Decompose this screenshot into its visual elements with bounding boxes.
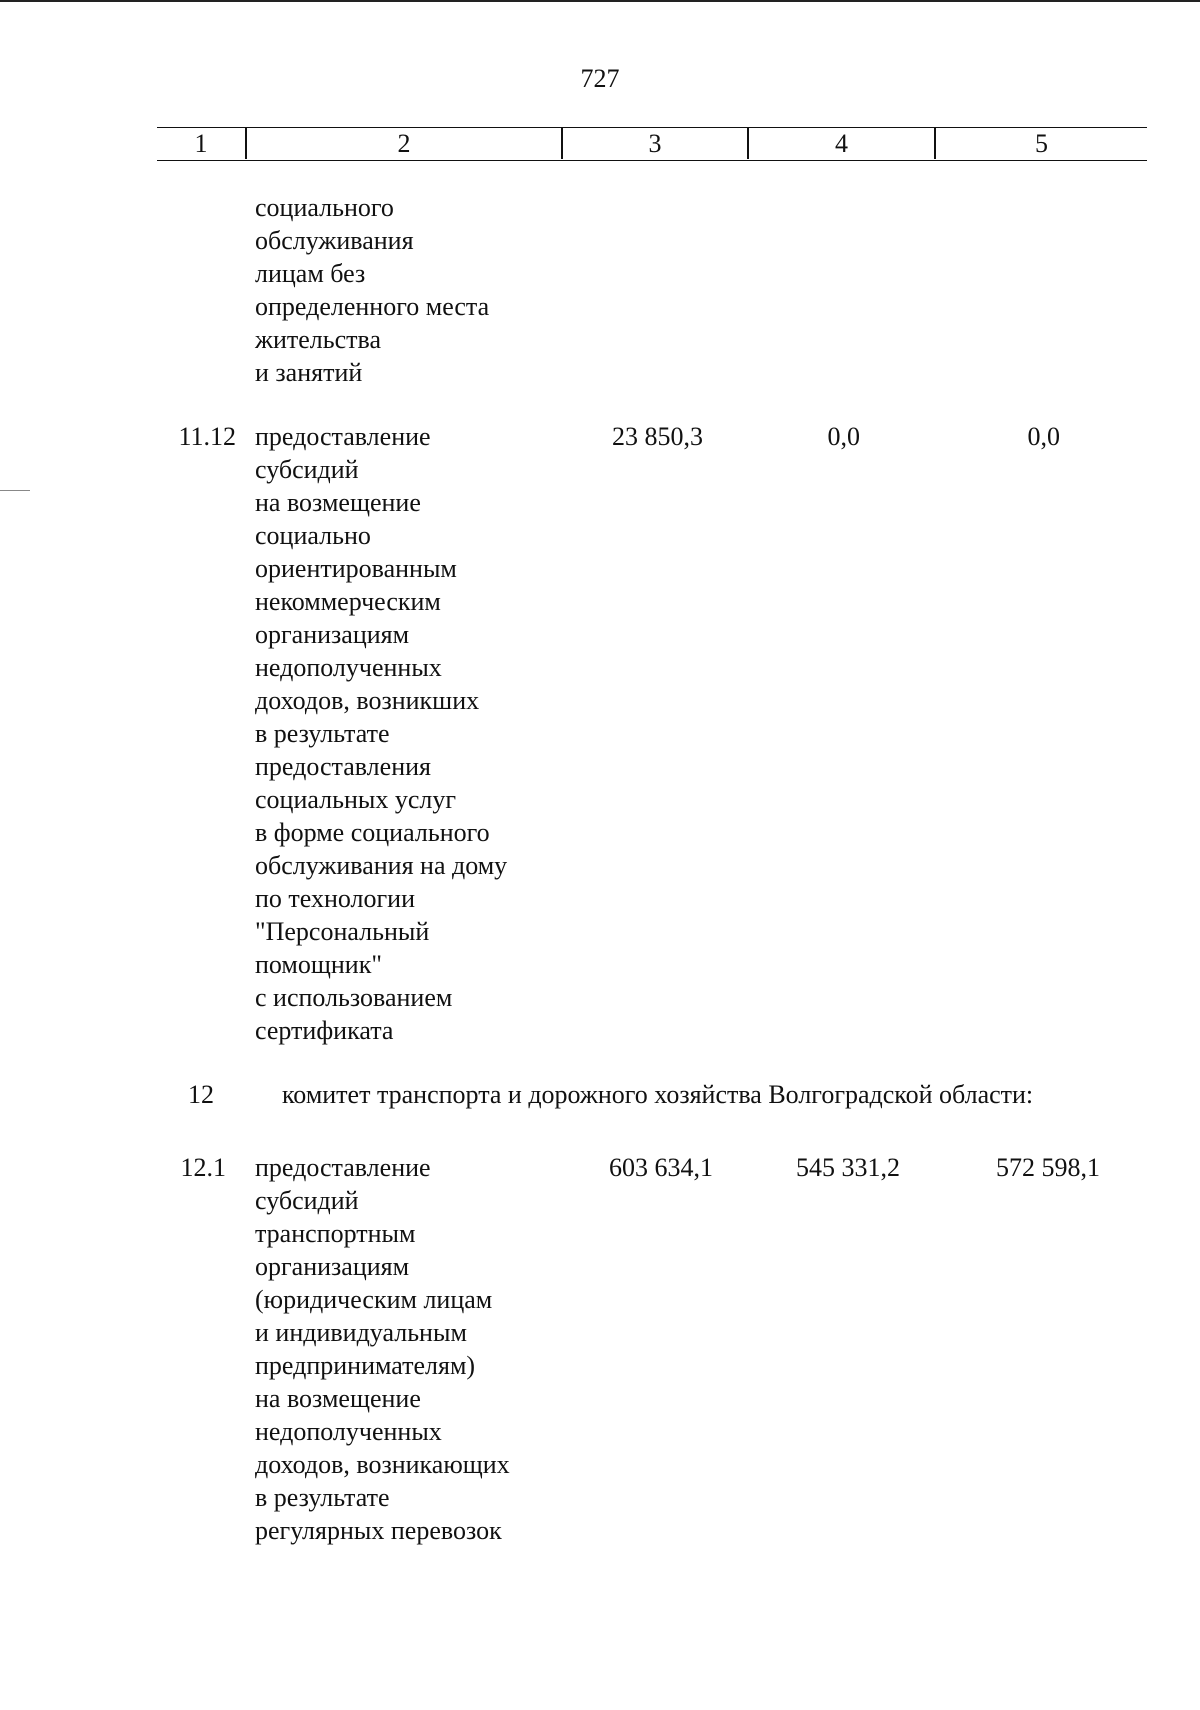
row-description-line: "Персональный — [255, 917, 430, 946]
header-col-5: 5 — [1035, 129, 1048, 158]
row-description-line: предоставление — [255, 422, 431, 451]
table-header — [157, 127, 1147, 161]
row-description-line: социального — [255, 193, 394, 222]
row-description-line: в результате — [255, 1483, 390, 1512]
row-number: 12.1 — [180, 1153, 226, 1182]
row-description-line: лицам без — [255, 259, 366, 288]
header-col-1: 1 — [194, 129, 208, 158]
row-description-line: организациям — [255, 620, 410, 649]
row-description-line: организациям — [255, 1252, 410, 1281]
row-description-line: транспортным — [255, 1219, 416, 1248]
row-description-line: субсидий — [255, 1186, 359, 1215]
row-description-line: субсидий — [255, 455, 359, 484]
row-description-line: на возмещение — [255, 488, 421, 517]
row-description-line: жительства — [255, 325, 381, 354]
header-col-2: 2 — [397, 129, 411, 158]
row-description-line: ориентированным — [255, 554, 457, 583]
page-number: 727 — [580, 64, 620, 93]
row-description-line: недополученных — [255, 653, 442, 682]
row-description-line: доходов, возникших — [255, 686, 480, 715]
section-heading: комитет транспорта и дорожного хозяйства Волгоградской области: — [282, 1080, 1034, 1109]
row-description-line: предпринимателям) — [255, 1351, 476, 1380]
row-description-line: определенного места — [255, 292, 490, 321]
row-description-line: сертификата — [255, 1016, 394, 1045]
scan-margin-mark — [0, 490, 30, 491]
row-value-col5: 0,0 — [1027, 422, 1060, 451]
row-value-col5: 572 598,1 — [996, 1153, 1100, 1182]
row-value-col3: 603 634,1 — [609, 1153, 713, 1182]
row-value-col4: 0,0 — [827, 422, 860, 451]
row-number: 12 — [188, 1080, 214, 1109]
row-description-line: по технологии — [255, 884, 416, 913]
header-col-4: 4 — [835, 129, 848, 158]
row-description-line: социальных услуг — [255, 785, 457, 814]
row-description-line: регулярных перевозок — [255, 1516, 502, 1545]
row-description-line: недополученных — [255, 1417, 442, 1446]
header-col-3: 3 — [648, 129, 662, 158]
row-number: 11.12 — [178, 422, 236, 451]
row-value-col4: 545 331,2 — [796, 1153, 900, 1182]
row-description-line: предоставления — [255, 752, 431, 781]
row-description-line: на возмещение — [255, 1384, 421, 1413]
row-description-line: в форме социального — [255, 818, 490, 847]
row-description-line: некоммерческим — [255, 587, 441, 616]
row-description-line: с использованием — [255, 983, 453, 1012]
row-description-line: помощник" — [255, 950, 382, 979]
row-description-line: доходов, возникающих — [255, 1450, 510, 1479]
row-value-col3: 23 850,3 — [612, 422, 703, 451]
row-description-line: в результате — [255, 719, 390, 748]
row-description-line: обслуживания — [255, 226, 414, 255]
scan-edge-line — [0, 0, 1200, 2]
row-description-line: обслуживания на дому — [255, 851, 508, 880]
row-description-line: предоставление — [255, 1153, 431, 1182]
row-description-line: и индивидуальным — [255, 1318, 467, 1347]
row-description-line: социально — [255, 521, 371, 550]
row-description-line: (юридическим лицам — [255, 1285, 493, 1314]
row-description-line: и занятий — [255, 358, 363, 387]
